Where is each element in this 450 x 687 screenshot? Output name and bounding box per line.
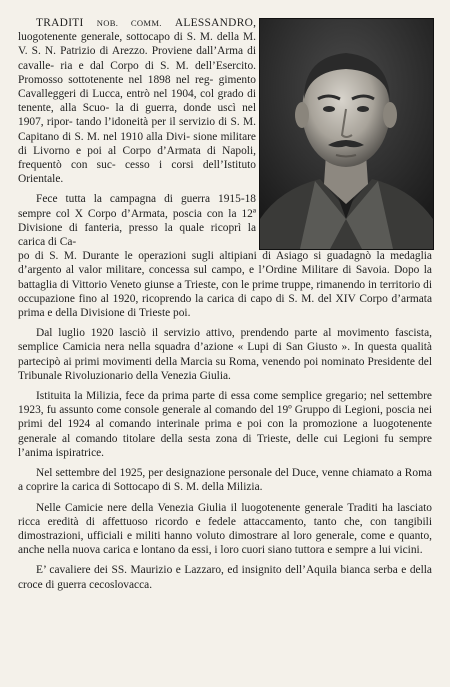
intro-line-0: , luogotenente generale, sottocapo bbox=[18, 17, 256, 44]
war-line-1: 1915-18 sempre col X Corpo d’Armata, bbox=[18, 193, 256, 220]
portrait-illustration bbox=[260, 19, 433, 249]
portrait-photo bbox=[259, 18, 434, 250]
intro-line-10: sione militare di Livorno e poi al Corpo bbox=[18, 130, 256, 157]
intro-line-7: la di guerra, donde uscì nel 1907, ripor- bbox=[18, 102, 256, 129]
honours-paragraph: E’ cavaliere dei SS. Maurizio e Lazzaro, ed insignito dell’Aquila bianca serba e della croce di guerra cecoslovacca. bbox=[18, 564, 432, 591]
intro-line-12: cesso i corsi dell’Istituto Orientale. bbox=[18, 159, 257, 186]
intro-paragraph bbox=[18, 16, 256, 186]
intro-line-3: ria e dal Corpo di S. M. dell’Esercito. bbox=[60, 59, 256, 72]
war-line-0: Fece tutta la campagna di guerra bbox=[36, 193, 211, 206]
militia-paragraph: Istituita la Milizia, fece da prima parte di essa come semplice gregario; nel settembre 1923, fu assunto come console generale al comando del 19º Gruppo di Legioni, poscia nei primi del 1924 al comando interinale prima e poi con la promozione a luogotenente generale al comando titolare della sesta zona di Trieste, delle cui Legioni fu sempre l’anima ispiratrice. bbox=[18, 390, 432, 459]
legacy-paragraph: Nelle Camicie nere della Venezia Giulia il luogotenente generale Traditi ha lasciato ricca eredità di affettuoso ricordo e fedele attaccamento, tanto che, con tangibili dimostrazioni, ufficiali e militi hanno voluto dimostrare al loro generale, come e quanto, anche nella nuova carica e lontano da essi, i loro cuori siano tuttora e sempre a lui vicini. bbox=[18, 501, 432, 557]
intro-line-11: d’Armata di Napoli, frequentò con suc- bbox=[18, 144, 256, 172]
intro-line-8: tando l’idoneità per il servizio di S. M. bbox=[75, 116, 256, 129]
person-given-name: ALESSANDRO bbox=[174, 17, 254, 29]
intro-column bbox=[18, 16, 256, 249]
person-surname: TRADITI bbox=[36, 17, 84, 29]
intro-line-5: gimento Cavalleggeri di Lucca, entrò bbox=[18, 73, 256, 101]
war-paragraph-column bbox=[18, 192, 256, 249]
title-abbreviation: NOB. COMM. bbox=[96, 18, 162, 28]
intro-line-6: nel 1904, col grado di tenente, alla Scuo- bbox=[18, 88, 256, 115]
war-line-3: presso la quale ricoprì la carica di Ca- bbox=[18, 221, 256, 249]
intro-line-4: Promosso sottotenente nel 1898 nel reg- bbox=[18, 73, 214, 86]
intro-line-2: Arezzo. Proviene dall’Arma di cavalle- bbox=[18, 45, 257, 72]
fascist-movement-paragraph: Dal luglio 1920 lasciò il servizio attivo, prendendo parte al movimento fascista, semplice Camicia nera nella squadra d’azione « Lupi di San Giusto ». In questa qualità partecipò ai primi movimenti della Marcia su Roma, venendo poi nominato Presidente del Tribunale Rivoluzionario della Venezia Giulia. bbox=[18, 327, 432, 382]
war-line-2: poscia con la 12ª Divisione di fanteria, bbox=[18, 207, 256, 234]
war-paragraph-continued: po di S. M. Durante le operazioni sugli altipiani di Asiago si guadagnò la medaglia d’argento al valor militare, concessa sul campo, e l’Ordine Militare di Savoia. Dopo la battaglia di Vittorio Veneto giunse a Trieste, con le prime truppe, rimanendo in territorio di occupazione fino al 1920, ricoprendo la carica di capo di S. M. del XIV Corpo d’armata prima e della Divisione di Trieste poi. bbox=[18, 250, 432, 320]
rome-appointment-paragraph: Nel settembre del 1925, per designazione personale del Duce, venne chiamato a Roma a coprire la carica di Sottocapo di S. M. della Milizia. bbox=[18, 467, 432, 494]
intro-line-1: di S. M. della M. V. S. N. Patrizio di bbox=[18, 31, 256, 58]
intro-line-9: Capitano di S. M. nel 1910 alla Divi- bbox=[18, 130, 191, 143]
